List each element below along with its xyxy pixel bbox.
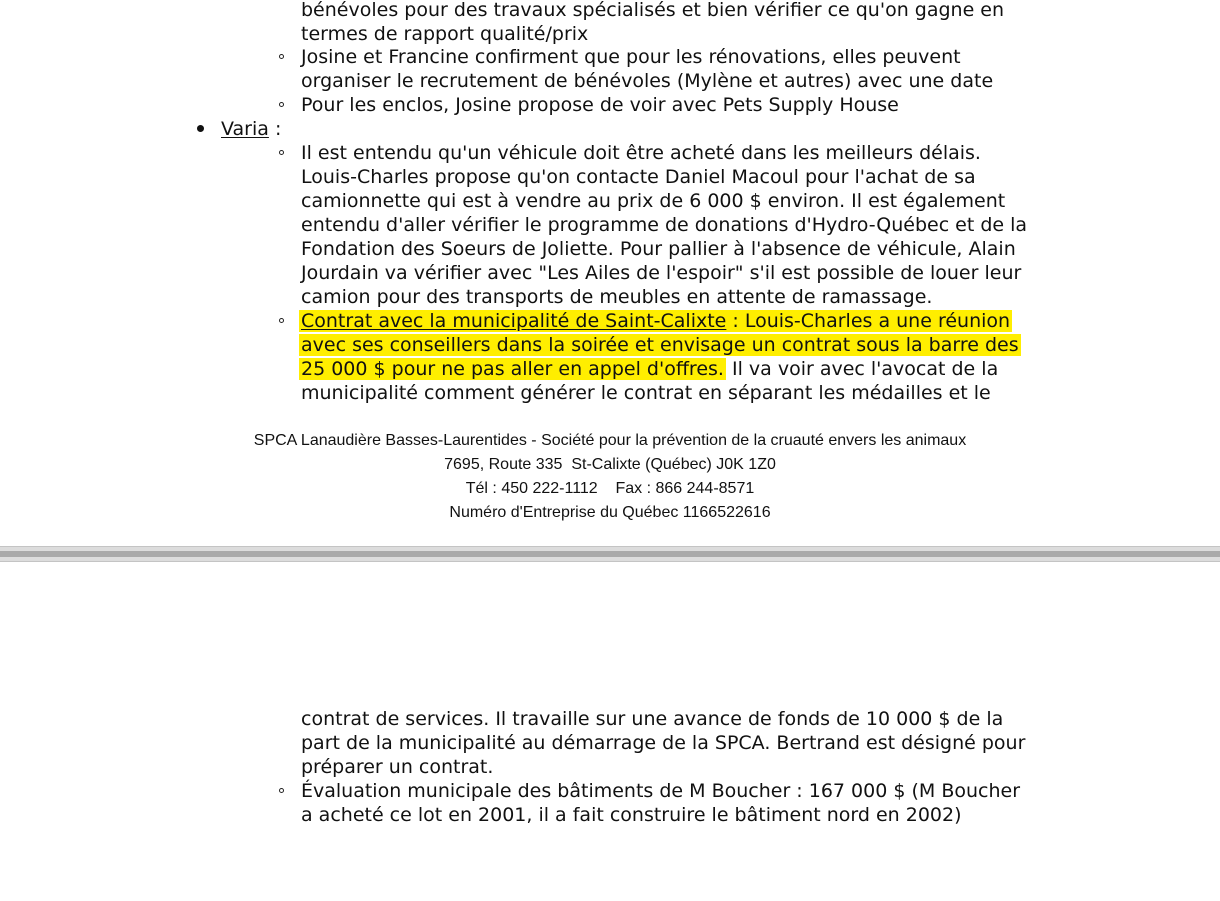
list-item-text: part de la municipalité au démarrage de la SPCA. Bertrand est désigné pour (301, 732, 1026, 754)
varia-suffix: : (268, 118, 282, 140)
section-heading-varia (221, 117, 281, 141)
sub-bullet-icon (279, 54, 284, 59)
list-item-text: Pour les enclos, Josine propose de voir avec Pets Supply House (301, 94, 899, 116)
list-item-text: organiser le recrutement de bénévoles (Mylène et autres) avec une date (301, 70, 994, 92)
highlighted-text (299, 310, 1012, 332)
list-item-text: Évaluation municipale des bâtiments de M Boucher : 167 000 $ (M Boucher (301, 780, 1021, 802)
contrat-title-link[interactable]: Contrat avec la municipalité de Saint-Calixte (301, 310, 727, 332)
list-item-text: Louis-Charles propose qu'on contacte Daniel Macoul pour l'achat de sa (301, 166, 976, 188)
list-item-text: Il est entendu qu'un véhicule doit être acheté dans les meilleurs délais. (301, 142, 981, 164)
page-separator (0, 546, 1220, 562)
list-item-text: entendu d'aller vérifier le programme de donations d'Hydro-Québec et de la (301, 214, 1028, 236)
bullet-icon (197, 125, 204, 132)
sub-bullet-icon (279, 318, 284, 323)
highlighted-text: avec ses conseillers dans la soirée et envisage un contrat sous la barre des (301, 334, 1019, 356)
sub-bullet-icon (279, 788, 284, 793)
contrat-text: Il va voir avec l'avocat de la (725, 358, 999, 380)
footer-phone-fax: Tél : 450 222-1112 Fax : 866 244-8571 (465, 480, 755, 497)
list-item-text: contrat de services. Il travaille sur une avance de fonds de 10 000 $ de la (301, 708, 1004, 730)
list-item-text: camion pour des transports de meubles en attente de ramassage. (301, 286, 933, 308)
footer-address: 7695, Route 335 St-Calixte (Québec) J0K 1Z0 (444, 456, 776, 473)
varia-link[interactable]: Varia (221, 118, 269, 140)
contrat-line-2 (301, 333, 1021, 357)
list-item-text: camionnette qui est à vendre au prix de 6 000 $ environ. Il est également (301, 190, 1006, 212)
sub-bullet-icon (279, 102, 284, 107)
list-item-text: préparer un contrat. (301, 756, 494, 778)
list-item-text: a acheté ce lot en 2001, il a fait construire le bâtiment nord en 2002) (301, 804, 962, 826)
contrat-text: : Louis-Charles a une réunion (726, 310, 1011, 332)
list-item-text: Jourdain va vérifier avec "Les Ailes de l'espoir" s'il est possible de louer leur (301, 262, 1022, 284)
contrat-line-1 (301, 309, 1012, 333)
list-item-text: Josine et Francine confirment que pour les rénovations, elles peuvent (301, 46, 961, 68)
page-footer (0, 429, 1220, 525)
text-line: termes de rapport qualité/prix (301, 23, 589, 45)
contrat-line-3 (301, 357, 998, 381)
footer-org-name: SPCA Lanaudière Basses-Laurentides - Société pour la prévention de la cruauté envers les animaux (253, 432, 967, 449)
footer-enterprise-number: Numéro d'Entreprise du Québec 1166522616 (449, 504, 771, 521)
sub-bullet-icon (279, 150, 284, 155)
contrat-line-4: municipalité comment générer le contrat en séparant les médailles et le (301, 382, 991, 404)
highlighted-text: 25 000 $ pour ne pas aller en appel d'offres. (301, 358, 724, 380)
list-item-text: Fondation des Soeurs de Joliette. Pour pallier à l'absence de véhicule, Alain (301, 238, 1016, 260)
document-page-2 (0, 562, 1220, 901)
text-line: bénévoles pour des travaux spécialisés et bien vérifier ce qu'on gagne en (301, 0, 1005, 21)
